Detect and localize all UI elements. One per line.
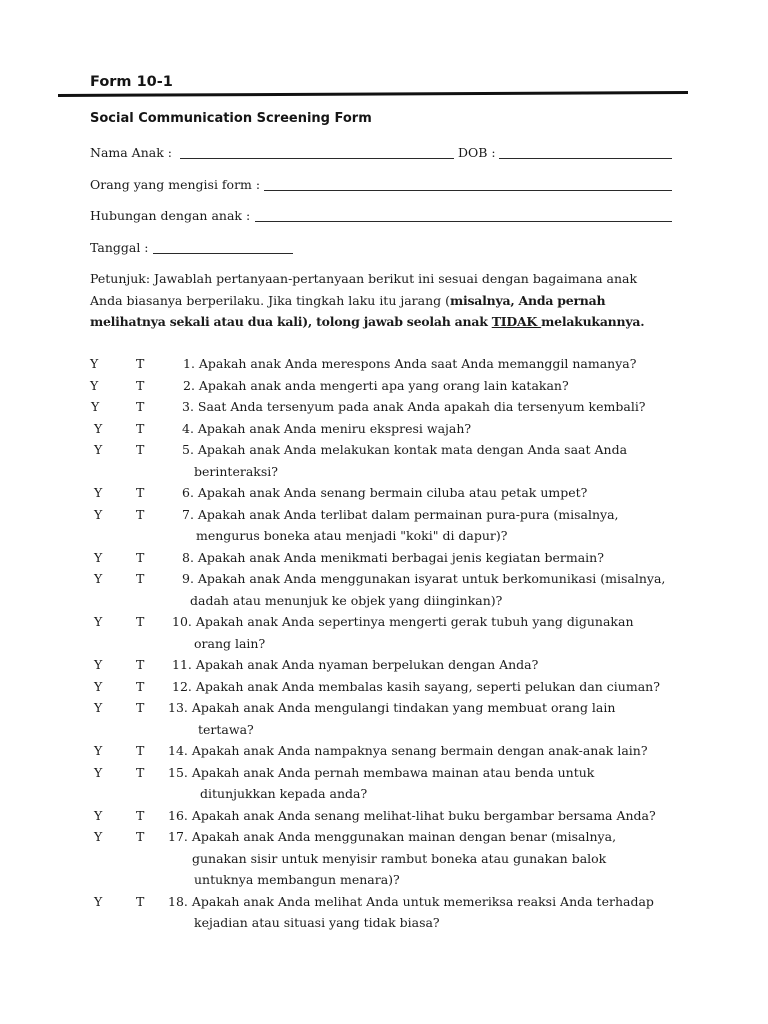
question-text: 2. Apakah anak anda mengerti apa yang orang lain katakan? <box>183 377 569 393</box>
question-item <box>0 762 768 805</box>
answer-yes-option: Y <box>94 614 103 630</box>
question-text: 6. Apakah anak Anda senang bermain ciluba atau petak umpet? <box>182 485 588 501</box>
answer-no-option: T <box>136 678 145 694</box>
question-text: 17. Apakah anak Anda menggunakan mainan dengan benar (misalnya, <box>168 829 617 845</box>
question-text: 12. Apakah anak Anda membalas kasih sayang, seperti pelukan dan ciuman? <box>172 678 660 694</box>
child-name-blank <box>180 145 454 159</box>
question-text-continuation: gunakan sisir untuk menyisir rambut boneka atau gunakan balok <box>192 850 607 866</box>
form-number: Form 10-1 <box>90 74 173 90</box>
question-text: 11. Apakah anak Anda nyaman berpelukan dengan Anda? <box>172 657 539 673</box>
answer-yes-option: Y <box>94 829 103 845</box>
question-text: 13. Apakah anak Anda mengulangi tindakan yang membuat orang lain <box>168 700 616 716</box>
question-text: 3. Saat Anda tersenyum pada anak Anda apakah dia tersenyum kembali? <box>182 399 646 415</box>
question-item <box>0 375 768 397</box>
answer-yes-option: Y <box>90 377 99 393</box>
answer-no-option: T <box>136 420 145 436</box>
instructions-emphasis: melihatnya sekali atau dua kali), tolong jawab seolah anak <box>90 314 492 329</box>
question-item <box>0 439 768 482</box>
question-text: 8. Apakah anak Anda menikmati berbagai jenis kegiatan bermain? <box>182 549 604 565</box>
instructions-underlined-tidak: TIDAK <box>491 314 542 329</box>
question-text-continuation: untuknya membangun menara)? <box>194 872 400 888</box>
question-text-continuation: dadah atau menunjuk ke objek yang diinginkan)? <box>190 592 503 608</box>
date-label: Tanggal : <box>90 240 149 255</box>
question-text: 16. Apakah anak Anda senang melihat-lihat buku bergambar bersama Anda? <box>168 807 656 823</box>
child-name-label: Nama Anak : <box>90 145 172 160</box>
answer-no-option: T <box>136 829 145 845</box>
answer-yes-option: Y <box>94 485 103 501</box>
question-item <box>0 805 768 827</box>
question-item <box>0 396 768 418</box>
dob-blank <box>499 145 672 159</box>
answer-yes-option: Y <box>94 743 103 759</box>
instructions-emphasis: misalnya, Anda pernah <box>450 292 606 308</box>
instructions <box>90 268 730 333</box>
answer-no-option: T <box>136 743 145 759</box>
instructions-text: Anda biasanya berperilaku. Jika tingkah laku itu jarang ( <box>90 292 451 308</box>
dob-label: DOB : <box>457 145 496 160</box>
filled-by-blank <box>264 177 672 191</box>
question-list <box>0 353 768 934</box>
relationship-field <box>90 208 672 224</box>
question-text: 10. Apakah anak Anda sepertinya mengerti gerak tubuh yang digunakan <box>172 614 634 630</box>
filled-by-label: Orang yang mengisi form : <box>90 177 261 192</box>
question-text: 9. Apakah anak Anda menggunakan isyarat untuk berkomunikasi (misalnya, <box>182 571 666 587</box>
date-blank <box>153 240 293 254</box>
answer-yes-option: Y <box>94 893 103 909</box>
answer-yes-option: Y <box>94 571 103 587</box>
question-item <box>0 697 768 740</box>
answer-yes-option: Y <box>90 356 99 372</box>
answer-yes-option: Y <box>94 807 103 823</box>
header-divider <box>58 91 688 97</box>
instructions-emphasis: melakukannya. <box>541 314 645 329</box>
filled-by-field <box>90 177 672 193</box>
question-text: 7. Apakah anak Anda terlibat dalam permainan pura-pura (misalnya, <box>182 506 619 522</box>
question-item <box>0 418 768 440</box>
instructions-line <box>90 311 730 333</box>
question-text: 4. Apakah anak Anda meniru ekspresi wajah? <box>182 420 472 436</box>
answer-yes-option: Y <box>94 700 103 716</box>
instructions-line <box>90 268 730 290</box>
question-text-continuation: berinteraksi? <box>194 463 278 479</box>
answer-no-option: T <box>136 549 145 565</box>
question-item <box>0 611 768 654</box>
question-text: 14. Apakah anak Anda nampaknya senang bermain dengan anak-anak lain? <box>168 743 648 759</box>
answer-yes-option: Y <box>94 506 103 522</box>
answer-no-option: T <box>136 506 145 522</box>
answer-yes-option: Y <box>94 549 103 565</box>
answer-yes-option: Y <box>91 399 100 415</box>
answer-no-option: T <box>136 614 145 630</box>
answer-no-option: T <box>136 399 145 415</box>
answer-yes-option: Y <box>94 764 103 780</box>
question-item <box>0 353 768 375</box>
question-item <box>0 654 768 676</box>
answer-no-option: T <box>136 657 145 673</box>
question-item <box>0 740 768 762</box>
question-text-continuation: tertawa? <box>198 721 254 737</box>
question-text: 15. Apakah anak Anda pernah membawa mainan atau benda untuk <box>168 764 595 780</box>
question-item <box>0 547 768 569</box>
answer-no-option: T <box>136 764 145 780</box>
answer-no-option: T <box>136 356 145 372</box>
answer-no-option: T <box>136 485 145 501</box>
answer-yes-option: Y <box>94 442 103 458</box>
instructions-text: Petunjuk: Jawablah pertanyaan-pertanyaan berikut ini sesuai dengan bagaimana anak <box>90 271 638 286</box>
date-field <box>90 240 672 256</box>
relationship-blank <box>255 208 672 222</box>
question-item <box>0 504 768 547</box>
instructions-line <box>90 290 730 312</box>
answer-no-option: T <box>136 377 145 393</box>
question-text: 5. Apakah anak Anda melakukan kontak mata dengan Anda saat Anda <box>182 442 628 458</box>
answer-yes-option: Y <box>94 678 103 694</box>
question-item <box>0 568 768 611</box>
question-text-continuation: mengurus boneka atau menjadi "koki" di dapur)? <box>196 528 508 544</box>
answer-yes-option: Y <box>94 420 103 436</box>
form-title: Social Communication Screening Form <box>90 111 372 126</box>
answer-no-option: T <box>136 893 145 909</box>
question-text: 18. Apakah anak Anda melihat Anda untuk memeriksa reaksi Anda terhadap <box>168 893 654 909</box>
answer-no-option: T <box>136 700 145 716</box>
question-text: 1. Apakah anak Anda merespons Anda saat Anda memanggil namanya? <box>183 356 637 372</box>
answer-no-option: T <box>136 571 145 587</box>
question-text-continuation: orang lain? <box>194 635 266 651</box>
question-text-continuation: ditunjukkan kepada anda? <box>200 786 368 802</box>
child-name-field <box>90 145 672 161</box>
answer-no-option: T <box>136 807 145 823</box>
question-item <box>0 482 768 504</box>
question-text-continuation: kejadian atau situasi yang tidak biasa? <box>194 915 440 931</box>
relationship-label: Hubungan dengan anak : <box>90 208 251 223</box>
answer-yes-option: Y <box>94 657 103 673</box>
answer-no-option: T <box>136 442 145 458</box>
question-item <box>0 826 768 891</box>
question-item <box>0 891 768 934</box>
question-item <box>0 676 768 698</box>
